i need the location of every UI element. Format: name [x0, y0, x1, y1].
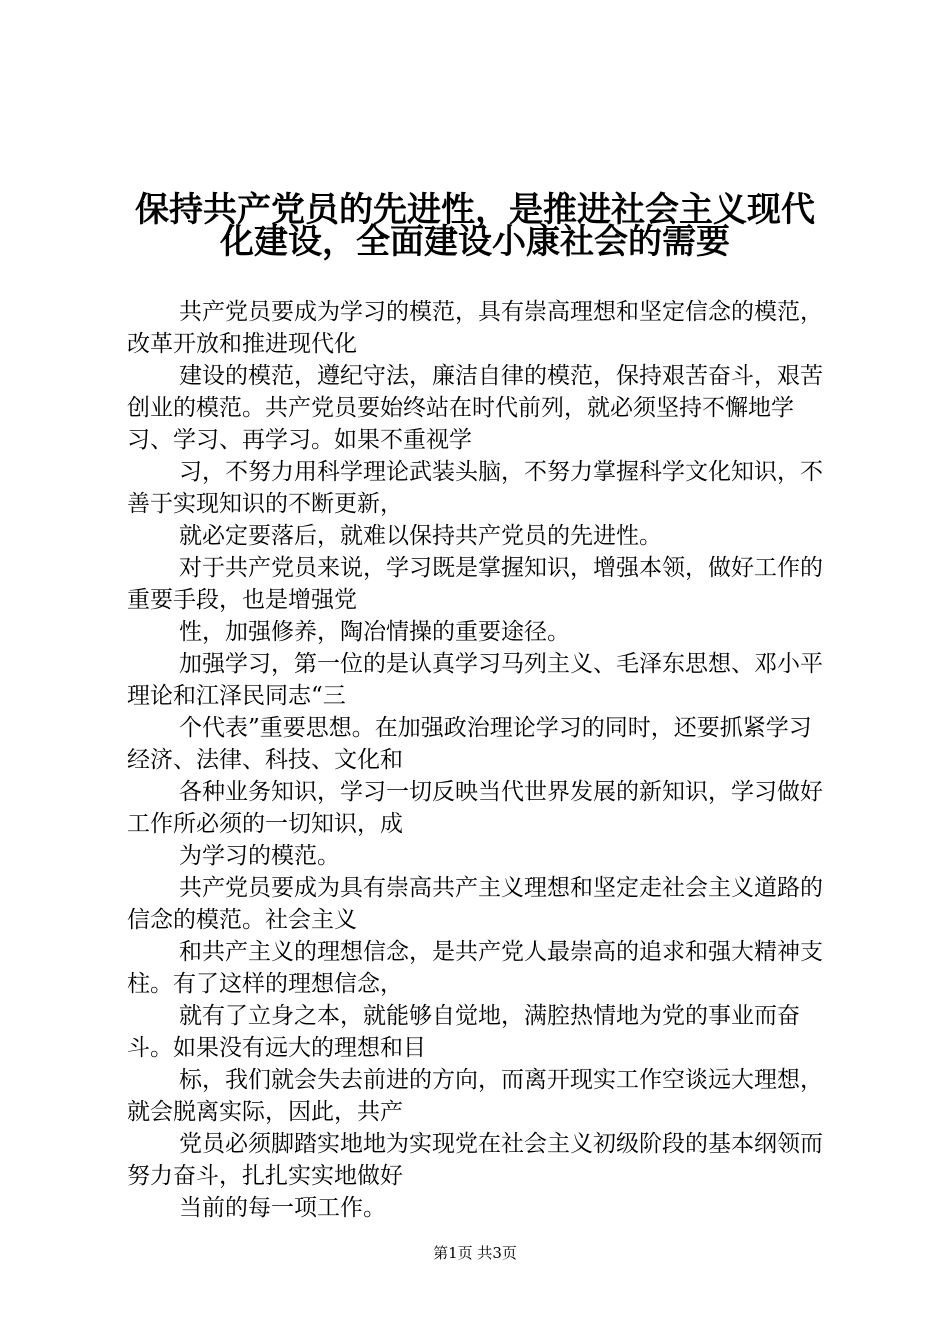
paragraph: 建设的模范，遵纪守法，廉洁自律的模范，保持艰苦奋斗，艰苦创业的模范。共产党员要始终站在时代前列，就必须坚持不懈地学习、学习、再学习。如果不重视学 [127, 363, 823, 453]
paragraph: 共产党员要成为学习的模范，具有崇高理想和坚定信念的模范，改革开放和推进现代化 [127, 299, 823, 357]
document-title-line-2: 化建设，全面建设小康社会的需要 [220, 222, 730, 262]
paragraph: 共产党员要成为具有崇高共产主义理想和坚定走社会主义道路的信念的模范。社会主义 [127, 875, 823, 933]
paragraph: 当前的每一项工作。 [179, 1195, 386, 1221]
paragraph: 加强学习，第一位的是认真学习马列主义、毛泽东思想、邓小平理论和江泽民同志“三 [127, 651, 823, 709]
paragraph: 个代表”重要思想。在加强政治理论学习的同时，还要抓紧学习经济、法律、科技、文化和 [127, 715, 812, 773]
paragraph: 性，加强修养，陶冶情操的重要途径。 [179, 619, 570, 645]
page-number-footer: 第1页 共3页 [433, 1244, 517, 1262]
paragraph: 和共产主义的理想信念，是共产党人最崇高的追求和强大精神支柱。有了这样的理想信念， [127, 939, 823, 997]
paragraph: 习，不努力用科学理论武装头脑，不努力掌握科学文化知识，不善于实现知识的不断更新， [127, 459, 823, 517]
document-body [127, 296, 827, 1224]
paragraph: 为学习的模范。 [179, 843, 340, 869]
document-title-line-1: 保持共产党员的先进性，是推进社会主义现代 [135, 190, 815, 230]
paragraph: 各种业务知识，学习一切反映当代世界发展的新知识，学习做好工作所必须的一切知识，成 [127, 779, 823, 837]
paragraph: 标，我们就会失去前进的方向，而离开现实工作空谈远大理想，就会脱离实际，因此，共产 [127, 1067, 823, 1125]
paragraph: 就有了立身之本，就能够自觉地，满腔热情地为党的事业而奋斗。如果没有远大的理想和目 [127, 1003, 800, 1061]
paragraph: 党员必须脚踏实地地为实现党在社会主义初级阶段的基本纲领而努力奋斗，扎扎实实地做好 [127, 1131, 823, 1189]
paragraph: 就必定要落后，就难以保持共产党员的先进性。 [179, 523, 662, 549]
paragraph: 对于共产党员来说，学习既是掌握知识，增强本领，做好工作的重要手段，也是增强党 [127, 555, 823, 613]
